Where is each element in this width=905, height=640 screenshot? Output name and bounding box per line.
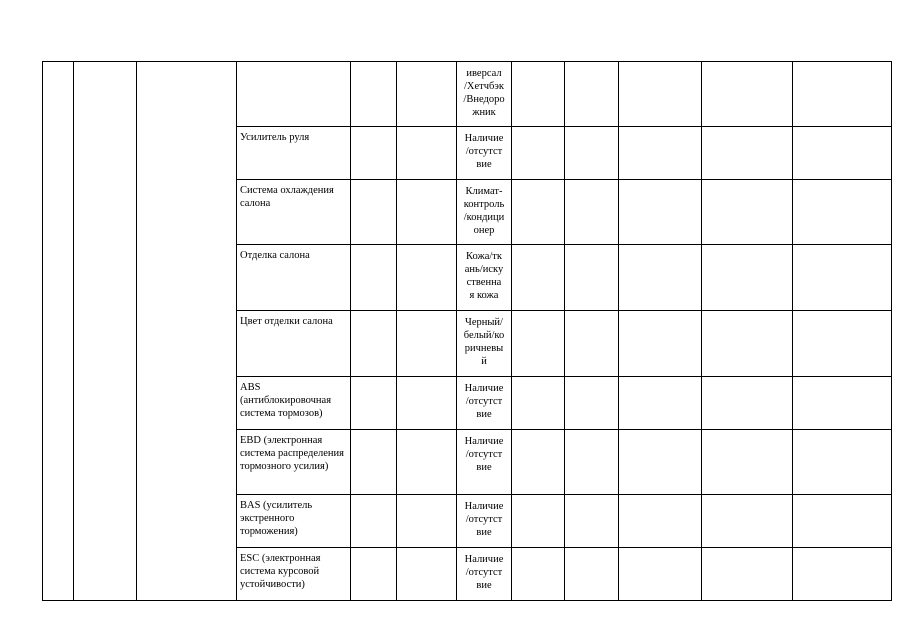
value-cell bbox=[457, 62, 512, 127]
blank-cell bbox=[619, 245, 702, 311]
value-label: Черный/ белый/ко ричневы й bbox=[463, 317, 505, 367]
blank-cell bbox=[565, 62, 619, 127]
blank-cell bbox=[351, 180, 397, 245]
blank-cell bbox=[793, 430, 892, 495]
blank-cell bbox=[793, 311, 892, 377]
blank-cell bbox=[702, 495, 793, 548]
feature-label: Система охлаждения салона bbox=[240, 185, 334, 209]
blank-cell bbox=[565, 377, 619, 430]
blank-cell bbox=[565, 180, 619, 245]
blank-cell bbox=[702, 377, 793, 430]
blank-cell bbox=[351, 377, 397, 430]
value-cell bbox=[457, 311, 512, 377]
blank-cell bbox=[397, 548, 457, 601]
specification-table bbox=[42, 61, 892, 601]
blank-cell bbox=[565, 495, 619, 548]
value-cell bbox=[457, 548, 512, 601]
value-cell bbox=[457, 495, 512, 548]
blank-cell bbox=[793, 245, 892, 311]
blank-cell bbox=[619, 377, 702, 430]
blank-cell bbox=[702, 430, 793, 495]
blank-cell bbox=[565, 245, 619, 311]
blank-cell bbox=[397, 245, 457, 311]
blank-cell bbox=[351, 62, 397, 127]
blank-cell bbox=[565, 127, 619, 180]
blank-cell bbox=[619, 180, 702, 245]
blank-cell bbox=[619, 127, 702, 180]
blank-cell bbox=[351, 548, 397, 601]
blank-cell bbox=[619, 62, 702, 127]
blank-cell bbox=[793, 62, 892, 127]
feature-label: EBD (электронная система распределения тормозного усилия) bbox=[240, 435, 344, 472]
feature-cell bbox=[237, 495, 351, 548]
feature-cell bbox=[237, 311, 351, 377]
blank-cell bbox=[793, 495, 892, 548]
blank-cell bbox=[702, 62, 793, 127]
blank-cell bbox=[397, 377, 457, 430]
feature-label: Цвет отделки салона bbox=[240, 316, 333, 327]
value-label: Наличие /отсутст вие bbox=[464, 133, 504, 170]
feature-cell bbox=[237, 127, 351, 180]
blank-cell bbox=[512, 311, 565, 377]
blank-cell bbox=[565, 311, 619, 377]
blank-cell bbox=[43, 62, 74, 601]
blank-cell bbox=[619, 548, 702, 601]
blank-cell bbox=[512, 377, 565, 430]
blank-cell bbox=[512, 127, 565, 180]
feature-cell bbox=[237, 377, 351, 430]
value-label: Наличие /отсутст вие bbox=[464, 383, 504, 420]
value-cell bbox=[457, 430, 512, 495]
value-cell bbox=[457, 127, 512, 180]
feature-label: Отделка салона bbox=[240, 250, 310, 261]
blank-cell bbox=[397, 62, 457, 127]
feature-label: ABS (антиблокировочная система тормозов) bbox=[240, 382, 332, 419]
blank-cell bbox=[512, 495, 565, 548]
blank-cell bbox=[702, 245, 793, 311]
blank-cell bbox=[793, 377, 892, 430]
blank-cell bbox=[397, 127, 457, 180]
blank-cell bbox=[793, 180, 892, 245]
value-label: Кожа/тк ань/иску ственна я кожа bbox=[464, 251, 504, 301]
blank-cell bbox=[351, 127, 397, 180]
value-cell bbox=[457, 180, 512, 245]
blank-cell bbox=[397, 495, 457, 548]
blank-cell bbox=[702, 127, 793, 180]
blank-cell bbox=[702, 311, 793, 377]
feature-label: BAS (усилитель экстренного торможения) bbox=[240, 500, 313, 537]
blank-cell bbox=[619, 311, 702, 377]
feature-cell bbox=[237, 180, 351, 245]
blank-cell bbox=[512, 548, 565, 601]
blank-cell bbox=[565, 548, 619, 601]
value-label: Наличие /отсутст вие bbox=[464, 501, 504, 538]
blank-cell bbox=[74, 62, 137, 601]
value-label: Климат- контроль /кондици онер bbox=[463, 186, 505, 236]
blank-cell bbox=[619, 430, 702, 495]
blank-cell bbox=[793, 548, 892, 601]
blank-cell bbox=[702, 180, 793, 245]
feature-cell bbox=[237, 430, 351, 495]
feature-label: ESC (электронная система курсовой устойчивости) bbox=[240, 553, 321, 590]
blank-cell bbox=[137, 62, 237, 601]
blank-cell bbox=[512, 430, 565, 495]
blank-cell bbox=[702, 548, 793, 601]
value-cell bbox=[457, 245, 512, 311]
blank-cell bbox=[351, 311, 397, 377]
blank-cell bbox=[397, 311, 457, 377]
feature-cell bbox=[237, 548, 351, 601]
blank-cell bbox=[565, 430, 619, 495]
blank-cell bbox=[397, 430, 457, 495]
blank-cell bbox=[351, 245, 397, 311]
value-cell bbox=[457, 377, 512, 430]
blank-cell bbox=[512, 245, 565, 311]
value-label: иверсал /Хетчбэк /Внедоро жник bbox=[463, 68, 505, 118]
feature-cell bbox=[237, 62, 351, 127]
blank-cell bbox=[619, 495, 702, 548]
blank-cell bbox=[512, 62, 565, 127]
blank-cell bbox=[512, 180, 565, 245]
blank-cell bbox=[351, 495, 397, 548]
value-label: Наличие /отсутст вие bbox=[464, 436, 504, 473]
blank-cell bbox=[793, 127, 892, 180]
value-label: Наличие /отсутст вие bbox=[464, 554, 504, 591]
blank-cell bbox=[351, 430, 397, 495]
blank-cell bbox=[397, 180, 457, 245]
feature-label: Усилитель руля bbox=[240, 132, 310, 143]
table-row bbox=[43, 62, 892, 127]
feature-cell bbox=[237, 245, 351, 311]
